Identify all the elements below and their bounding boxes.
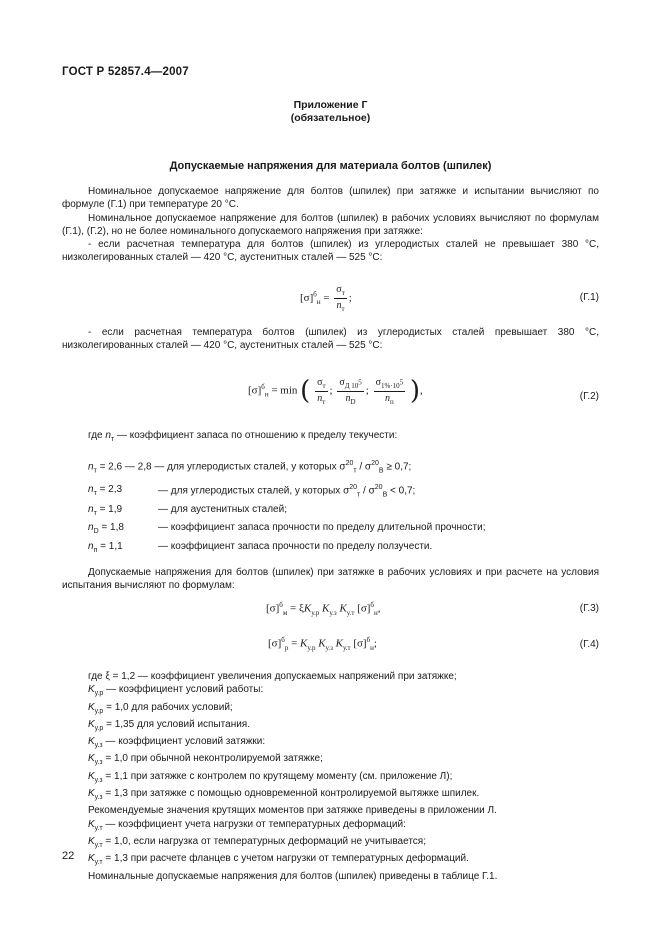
list-item: $K_{у.з} = 1,0$ при обычной неконтролируемой затяжке; [88,753,323,767]
coefficient-row: $n_п = 1,1$ [88,541,123,554]
equation-g2: $[\sigma]^б_н = \min$ ( $\frac{\sigma_т}{n_т}$ ; $\frac{\sigma_{Д 10^5}}{n_D}$ ; $\frac{\sigma_{1\%\cdot 10^5}}{n_п}$ ), [248,376,423,406]
coefficient-row: $n_D = 1,8$ [88,522,124,535]
list-item: где ξ = 1,2 — коэффициент увеличения допускаемых напряжений при затяжке; [88,671,457,682]
coefficient-row: $n_т = 2,3$ [88,484,123,497]
appendix-title: Приложение Г [293,99,368,111]
equation-number-g2: (Г.2) [579,391,599,402]
min-operator: min [280,384,298,397]
fraction: $\frac{\sigma_т}{n_т}$ [336,284,345,313]
list-item: $K_{у.т} = 1,3$ при расчете фланцев с учетом нагрузки от температурных деформаций. [88,853,469,867]
coefficient-desc: — для аустенитных сталей; [158,504,287,515]
equation-number-g3: (Г.3) [579,603,599,614]
list-item: $K_{у.т} = 1,0$, если нагрузка от температурных деформаций не учитывается; [88,835,426,849]
paragraph-g3-intro: Допускаемые напряжения для болтов (шпилек) при затяжке в рабочих условиях и при расчете на условия испытания вычисляют по формулам: [62,567,599,592]
coefficient-row: $n_т = 2,6$ — 2,8 — для углеродистых сталей, у которых $\sigma^{20}_т / \sigma^{20}_В \ge 0,7$; [88,460,412,475]
coefficient-row: $n_т = 1,9$ [88,504,123,517]
coefficient-desc: — коэффициент запаса прочности по пределу длительной прочности; [158,522,486,533]
intro-paragraph-2: Номинальное допускаемое напряжение для болтов (шпилек) в рабочих условиях вычисляют по формулам (Г.1), (Г.2), но не более номинального допускаемого напряжения при затяжке: [62,212,599,237]
coefficient-desc: — для углеродистых сталей, у которых $\sigma^{20}_т / \sigma^{20}_В < 0,7$; [158,484,416,499]
equation-g1: $[\sigma]^б_н$ = $\frac{\sigma_т}{n_т}$ ; [300,284,352,313]
list-item: $K_{у.т}$ — коэффициент учета нагрузки от температурных деформаций: [88,818,406,832]
definitions-list [62,670,497,883]
page-number: 22 [62,850,75,862]
where-line: где $n_т$ — коэффициент запаса по отношению к пределу текучести: [88,430,398,443]
coefficient-desc: — коэффициент запаса прочности по пределу ползучести. [158,541,433,552]
where-prefix: где [88,430,103,441]
intro-paragraph-3: - если расчетная температура для болтов (шпилек) из углеродистых сталей не превышает 380 °С, низколегированных сталей — 420 °С, аустенитных сталей — 525 °С: [62,239,599,264]
where-description: — коэффициент запаса по отношению к пределу текучести: [116,430,398,441]
document-header: ГОСТ Р 52857.4—2007 [62,66,189,78]
paragraph-after-eq1: - если расчетная температура болтов (шпилек) из углеродистых сталей превышает 380 °С, низколегированных сталей — 420 °С, аустенитных сталей — 525 °С: [62,327,599,352]
equation-number-g4: (Г.4) [579,639,599,650]
list-item: $K_{у.з} = 1,1$ при затяжке с контролем по крутящему моменту (см. приложение Л); [88,770,453,784]
appendix-subtitle: (обязательное) [290,112,371,124]
equation-g4: $[\sigma]^б_р = K_{у.р}$ $K_{у.з}$ $K_{у.т}$ $[\sigma]^б_н$; [268,636,377,652]
section-title: Допускаемые напряжения для материала болтов (шпилек) [169,160,492,172]
list-item: Номинальные допускаемые напряжения для болтов (шпилек) приведены в таблице Г.1. [88,870,498,882]
intro-block [62,185,599,265]
list-item: $K_{у.з}$ — коэффициент условий затяжки: [88,736,266,750]
equation-number-g1: (Г.1) [579,292,599,303]
list-item: $K_{у.р} = 1,35$ для условий испытания. [88,718,250,732]
list-item: $K_{у.з} = 1,3$ при затяжке с помощью одновременной контролируемой вытяжке шпилек. [88,788,480,802]
equation-g3: $[\sigma]^б_м = \xi K_{у.р}$ $K_{у.з}$ $K_{у.т}$ $[\sigma]^б_н$, [266,601,381,617]
list-item: $K_{у.р}$ — коэффициент условий работы: [88,684,264,698]
intro-paragraph-1: Номинальное допускаемое напряжение для болтов (шпилек) при затяжке и испытании вычисляют по формуле (Г.1) при температуре 20 °С. [62,186,599,211]
list-item: $K_{у.р} = 1,0$ для рабочих условий; [88,701,233,715]
list-item: Рекомендуемые значения крутящих моментов при затяжке приведены в приложении Л. [88,805,497,817]
